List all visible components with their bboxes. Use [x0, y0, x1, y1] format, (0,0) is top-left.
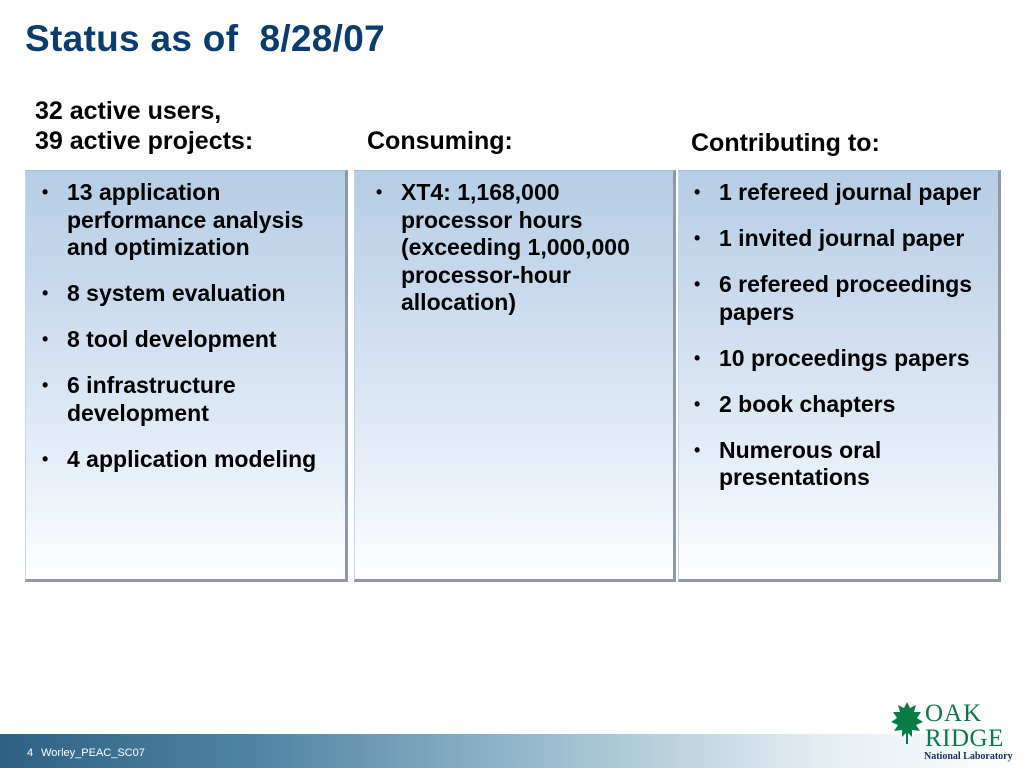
list-item [40, 326, 341, 354]
page-number: 4 [27, 747, 34, 759]
oak-leaf-icon [890, 700, 924, 746]
list-item-text: 10 proceedings papers [719, 344, 970, 371]
contributing-list [679, 171, 998, 492]
list-item-text: Numerous oral presentations [719, 436, 882, 490]
projects-list [26, 171, 345, 473]
list-item-text: XT4: 1,168,000 processor hours (exceeding 1,000,000 processor-hour allocation) [401, 179, 630, 315]
logo-word-ridge: RIDGE [925, 725, 1004, 752]
footer-presentation-id: Worley_PEAC_SC07 [41, 747, 145, 759]
bullet-icon: • [694, 274, 701, 294]
list-item [40, 280, 341, 308]
list-item-text: 1 refereed journal paper [719, 179, 982, 205]
panel-projects [25, 170, 348, 582]
bullet-icon: • [694, 182, 701, 202]
bullet-icon: • [376, 182, 383, 202]
list-item-text: 4 application modeling [67, 445, 317, 472]
list-item [692, 225, 994, 253]
footer-label [27, 747, 145, 759]
bullet-icon: • [694, 347, 701, 368]
bullet-icon: • [42, 448, 49, 469]
consuming-list [355, 171, 673, 317]
column-heading-consuming [367, 126, 513, 156]
bullet-icon: • [42, 375, 49, 395]
list-item [692, 271, 994, 326]
slide-title: Status as of 8/28/07 [25, 18, 386, 59]
list-item [692, 179, 994, 207]
list-item [40, 179, 341, 262]
list-item [692, 437, 994, 492]
bullet-icon: • [42, 329, 49, 349]
list-item-text: 13 application performance analysis and optimization [67, 179, 304, 260]
list-item [692, 345, 994, 373]
list-item [40, 372, 341, 427]
list-item-text: 2 book chapters [719, 390, 896, 417]
list-item [692, 391, 994, 419]
heading-line: 32 active users, [35, 97, 222, 125]
column-heading-contributing [691, 128, 880, 158]
list-item-text: 1 invited journal paper [719, 225, 965, 251]
list-item [374, 179, 669, 317]
column-heading-users [35, 96, 253, 156]
list-item-text: 6 infrastructure development [67, 372, 236, 426]
bullet-icon: • [42, 283, 49, 303]
list-item-text: 8 tool development [67, 326, 277, 352]
footer-bar [0, 734, 1024, 768]
list-item-text: 8 system evaluation [67, 280, 286, 306]
bullet-icon: • [42, 182, 49, 202]
list-item [40, 446, 341, 474]
bullet-icon: • [694, 393, 701, 414]
logo-subtitle: National Laboratory [924, 751, 1013, 762]
heading-line: 39 active projects: [35, 127, 254, 155]
bullet-icon: • [694, 228, 701, 248]
oak-ridge-logo [890, 698, 1013, 764]
heading-line: Consuming: [367, 127, 513, 155]
heading-line: Contributing to: [691, 129, 880, 157]
logo-word-oak: OAK [925, 700, 983, 727]
list-item-text: 6 refereed proceedings papers [719, 271, 973, 325]
panel-consuming [354, 170, 676, 582]
panel-contributing [678, 170, 1001, 582]
bullet-icon: • [694, 439, 701, 460]
